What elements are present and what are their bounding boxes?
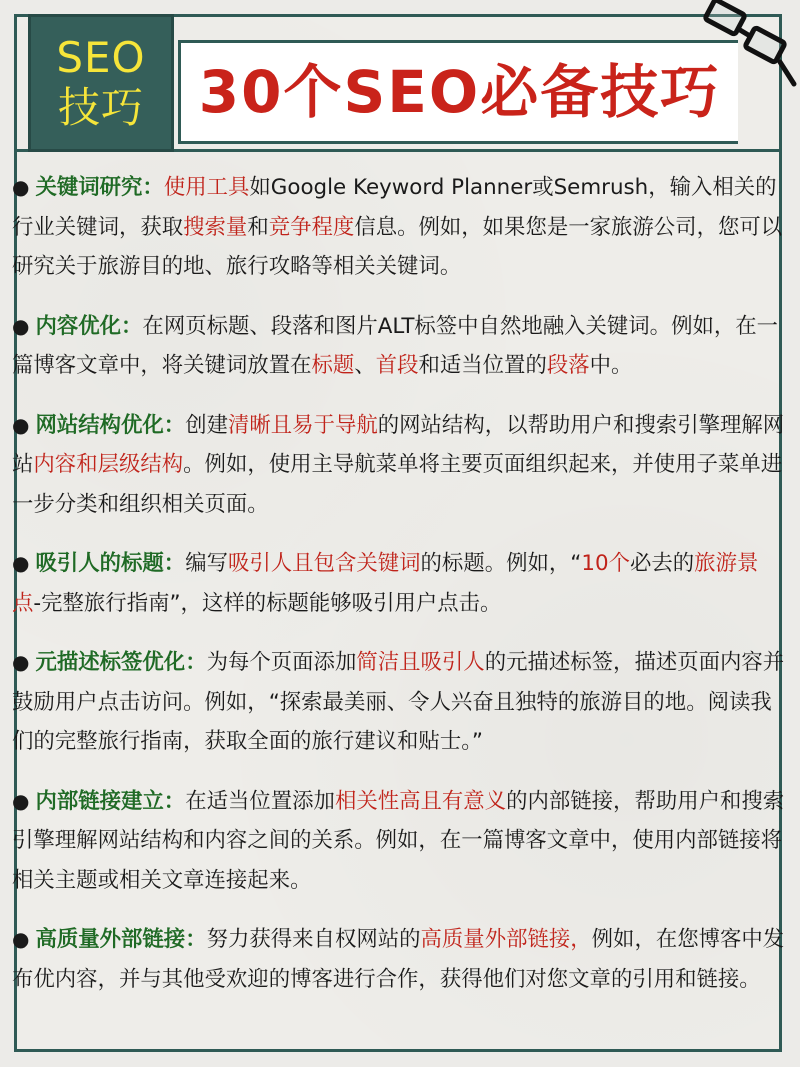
body-text: 为每个页面添加 bbox=[206, 650, 357, 675]
bullet-icon: ● bbox=[12, 412, 30, 437]
tip-item bbox=[12, 643, 786, 762]
highlight-text: 段落 bbox=[546, 353, 590, 378]
bullet-icon: ● bbox=[12, 927, 30, 951]
page-title: 30个SEO必备技巧 bbox=[198, 58, 721, 126]
tip-item bbox=[12, 920, 786, 999]
tip-heading: 网站结构优化： bbox=[35, 412, 186, 438]
bullet-icon: ● bbox=[12, 650, 30, 674]
bullet-icon: ● bbox=[12, 175, 30, 199]
tip-heading: 高质量外部链接： bbox=[35, 927, 207, 952]
seo-badge bbox=[28, 14, 174, 152]
body-text: 编写 bbox=[185, 551, 228, 576]
bullet-icon: ● bbox=[12, 313, 30, 338]
tip-item bbox=[12, 406, 786, 525]
body-text: 的标题。例如，“ bbox=[420, 551, 582, 576]
body-text: 必去的 bbox=[629, 551, 695, 576]
tip-heading: 元描述标签优化： bbox=[35, 650, 207, 675]
bullet-icon: ● bbox=[12, 788, 30, 813]
tip-item bbox=[12, 782, 786, 901]
body-text: 在网页标题、段落和图片ALT标签中自然地融入关键词。例如，在一篇博客文章中，将关键词放置在 bbox=[12, 313, 779, 378]
highlight-text: 相关性高且有意义 bbox=[334, 788, 507, 814]
highlight-text: 内容和层级结构 bbox=[33, 452, 184, 477]
highlight-text: 清晰且易于导航 bbox=[228, 412, 378, 438]
body-text: 和 bbox=[247, 214, 269, 240]
tip-item bbox=[12, 307, 786, 386]
body-text: 的元描述标签，描述页面内容并鼓励用户点击访问。例如，“探索最美丽、令人兴奋且独特的旅游目的地。阅读我们的完整旅行指南，获取全面的旅行建议和贴士。” bbox=[12, 650, 785, 754]
tip-item bbox=[12, 544, 786, 623]
highlight-text: 使用工具 bbox=[163, 175, 250, 200]
body-text: 、 bbox=[354, 353, 376, 378]
badge-line-1: SEO bbox=[56, 33, 146, 82]
body-text: 的网站结构，以帮助用户和搜索引擎理解网站 bbox=[12, 412, 785, 477]
highlight-text: 吸引人且包含关键词 bbox=[228, 551, 421, 576]
body-text: 努力获得来自权网站的 bbox=[206, 927, 421, 952]
highlight-text: 竞争程度 bbox=[268, 214, 355, 240]
highlight-text: 10个 bbox=[581, 551, 630, 576]
highlight-text: 高质量外部链接， bbox=[420, 927, 592, 952]
body-text: 。例如，使用主导航菜单将主要页面组织起来，并使用子菜单进一步分类和组织相关页面。 bbox=[12, 452, 783, 517]
body-text: 的内部链接，帮助用户和搜索引擎理解网站结构和内容之间的关系。例如，在一篇博客文章中，使用内部链接将相关主题或相关文章连接起来。 bbox=[12, 788, 785, 893]
highlight-text: 简洁且吸引人 bbox=[356, 650, 485, 675]
bullet-icon: ● bbox=[12, 551, 30, 575]
highlight-text: 首段 bbox=[375, 353, 419, 378]
body-text: 创建 bbox=[185, 412, 228, 438]
highlight-text: 标题 bbox=[311, 353, 355, 378]
body-text: 在适当位置添加 bbox=[185, 788, 335, 814]
glasses-icon bbox=[690, 0, 800, 90]
tips-list bbox=[12, 168, 786, 1019]
body-text: -完整旅行指南”，这样的标题能够吸引用户点击。 bbox=[33, 590, 502, 616]
body-text: 和适当位置的 bbox=[418, 353, 547, 378]
tip-heading: 内部链接建立： bbox=[35, 788, 186, 814]
tip-heading: 关键词研究： bbox=[35, 175, 164, 200]
body-text: 如Google Keyword Planner或Semrush，输入相关的行业关键词，获取 bbox=[12, 175, 777, 240]
highlight-text: 旅游景点 bbox=[12, 551, 759, 616]
badge-line-2: 技巧 bbox=[57, 83, 144, 132]
body-text: 例如，在您博客中发布优内容，并与其他受欢迎的博客进行合作，获得他们对您文章的引用和链接。 bbox=[12, 927, 785, 992]
tip-heading: 吸引人的标题： bbox=[35, 551, 186, 576]
highlight-text: 搜索量 bbox=[183, 214, 248, 240]
tip-item bbox=[12, 168, 786, 287]
body-text: 中。 bbox=[589, 353, 633, 378]
tip-heading: 内容优化： bbox=[35, 313, 143, 339]
title-box bbox=[178, 40, 738, 144]
body-text: 信息。例如，如果您是一家旅游公司，您可以研究关于旅游目的地、旅行攻略等相关关键词。 bbox=[12, 214, 783, 279]
